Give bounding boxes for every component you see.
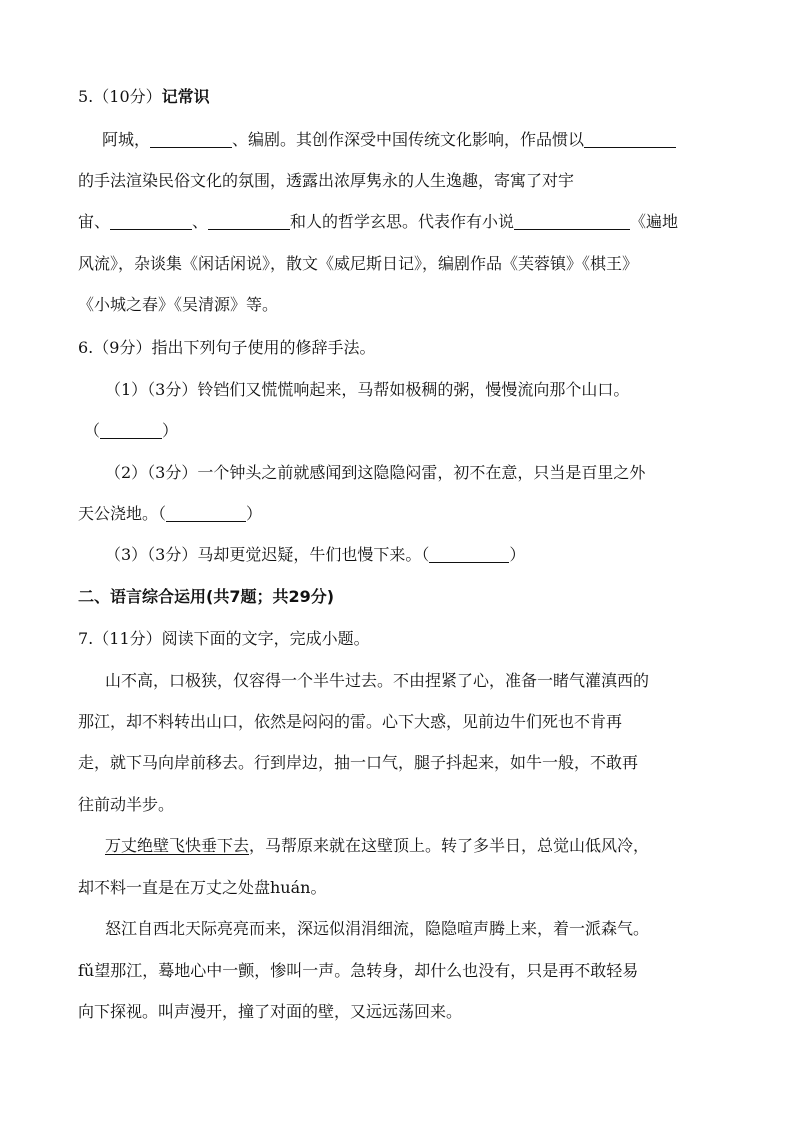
passage-line: 往前动半步。 (78, 795, 175, 814)
q5-text: 宙、 (78, 212, 111, 231)
underlined-sentence: 万丈绝壁飞快垂下去 (105, 836, 250, 855)
blank-field[interactable] (584, 131, 676, 148)
q6-text: ） (246, 504, 263, 523)
q6-text: ） (162, 421, 179, 440)
passage-line: 却不料一直是在万丈之处盘huán。 (78, 878, 327, 897)
q6-text: 天公浇地。（ (78, 504, 167, 523)
q5-line-3 (78, 211, 678, 233)
passage-line: 那江，却不料转出山口，依然是闷闷的雷。心下大惑，见前边牛们死也不肯再 (78, 712, 623, 731)
answer-blank[interactable] (429, 546, 509, 563)
blank-field[interactable] (514, 213, 630, 230)
q5-line-4: 风流》，杂谈集《闲话闲说》，散文《威尼斯日记》，编剧作品《芙蓉镇》《棋王》 (78, 254, 639, 273)
q6-sentence-2-cont (78, 503, 262, 525)
blank-field[interactable] (150, 131, 232, 148)
q5-line-2: 的手法渲染民俗文化的氛围，透露出浓厚隽永的人生逸趣，寄寓了对宇 (78, 171, 575, 190)
q6-heading: 6.（9分）指出下列句子使用的修辞手法。 (78, 338, 376, 357)
q5-text: 《遍地 (630, 212, 679, 231)
passage-line: 山不高，口极狭，仅容得一个半牛过去。不由捏紧了心，准备一睹气灌滇西的 (105, 671, 650, 690)
passage-text: ，马帮原来就在这壁顶上。转了多半日，总觉山低风冷， (249, 836, 650, 855)
passage-line (105, 835, 649, 857)
q6-text: （3）（3分）马却更觉迟疑，牛们也慢下来。（ (105, 545, 430, 564)
q5-text: 和人的哲学玄思。代表作有小说 (290, 212, 515, 231)
q5-title: 记常识 (161, 87, 210, 106)
passage-line: 走，就下马向岸前移去。行到岸边，抽一口气，腿子抖起来，如牛一般，不敢再 (78, 753, 639, 772)
q5-line-1 (102, 129, 676, 151)
q6-text: （ (84, 421, 101, 440)
section-2-title: 二、语言综合运用(共7题；共29分) (78, 587, 335, 606)
passage-line: fǔ望那江，蓦地心中一颤，惨叫一声。急转身，却什么也没有，只是再不敢轻易 (78, 961, 639, 980)
answer-blank[interactable] (100, 422, 162, 439)
q5-number: 5.（10分） (78, 87, 162, 106)
answer-blank[interactable] (166, 505, 246, 522)
q5-text: 、 (192, 212, 209, 231)
blank-field[interactable] (208, 213, 290, 230)
q6-text: ） (509, 545, 526, 564)
blank-field[interactable] (110, 213, 192, 230)
passage-line: 向下探视。叫声漫开，撞了对面的壁，又远远荡回来。 (78, 1002, 463, 1021)
q5-line-5: 《小城之春》《吴清源》等。 (78, 295, 279, 314)
q6-sentence-1: （1）（3分）铃铛们又慌慌响起来，马帮如极稠的粥，慢慢流向那个山口。 (105, 380, 630, 399)
q7-heading: 7.（11分）阅读下面的文字，完成小题。 (78, 629, 370, 648)
q5-text: 阿城， (102, 130, 151, 149)
q6-answer-1 (84, 420, 178, 442)
q5-text: 、编剧。其创作深受中国传统文化影响，作品惯以 (232, 130, 585, 149)
q6-sentence-2: （2）（3分）一个钟头之前就感闻到这隐隐闷雷，初不在意，只当是百里之外 (105, 463, 646, 482)
q5-heading (78, 86, 210, 108)
q6-sentence-3 (105, 544, 525, 566)
passage-line: 怒江自西北天际亮亮而来，深远似涓涓细流，隐隐喧声腾上来，着一派森气。 (105, 919, 650, 938)
